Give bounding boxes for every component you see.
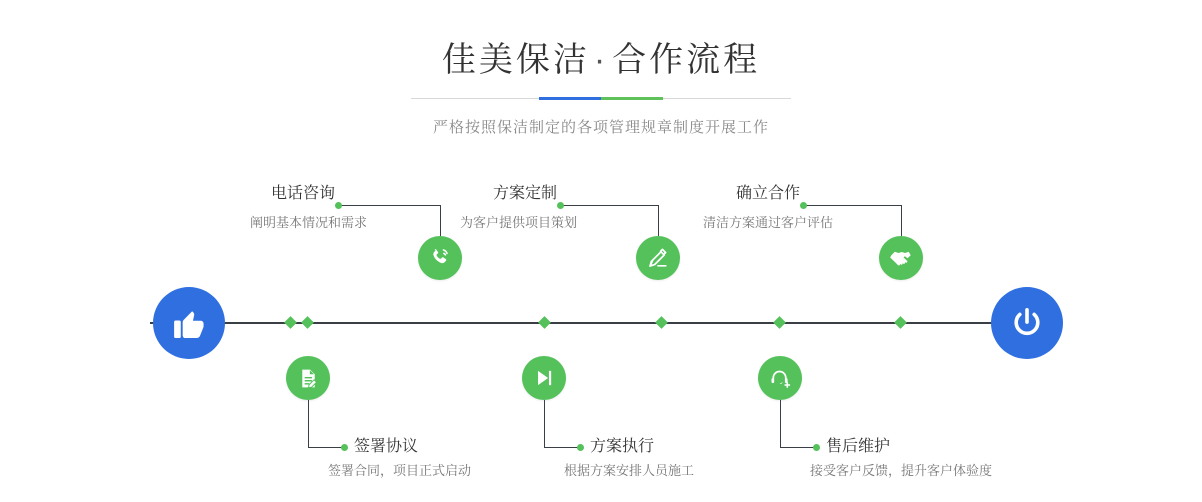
document-edit-icon [297, 367, 320, 390]
connector-5-horizontal [803, 205, 901, 206]
step-desc-wrap-plan-customization [460, 210, 577, 233]
step-node-establish-cooperation[interactable] [879, 236, 923, 280]
title-divider [411, 94, 791, 104]
connector-6-horizontal [780, 447, 816, 448]
support-agent-icon [769, 367, 792, 390]
power-icon [1009, 305, 1045, 341]
step-title-after-sales: 售后维护 [826, 438, 891, 455]
step-title-plan-customization: 方案定制 [492, 185, 557, 202]
connector-5-vertical [901, 205, 902, 236]
connector-3-horizontal [560, 205, 658, 206]
axis-marker-1 [284, 316, 297, 329]
step-label-sign-agreement [328, 436, 472, 481]
axis-marker-6 [894, 316, 907, 329]
handshake-icon [889, 246, 913, 270]
step-title-sign-agreement: 签署协议 [354, 438, 419, 455]
page-subtitle: 严格按照保洁制定的各项管理规章制度开展工作 [432, 119, 769, 136]
connector-1-bullet [335, 202, 342, 209]
page-title-separator: · [593, 41, 609, 79]
connector-1-vertical [440, 205, 441, 236]
play-next-icon [533, 367, 555, 389]
step-node-plan-execution[interactable] [522, 356, 566, 400]
connector-3-bullet [557, 202, 564, 209]
connector-3-vertical [658, 205, 659, 236]
step-desc-phone-consult: 阐明基本情况和需求 [250, 215, 368, 230]
step-label-after-sales [810, 436, 993, 481]
step-node-phone-consult[interactable] [418, 236, 462, 280]
thumbs-up-icon [170, 304, 208, 342]
step-title-plan-execution: 方案执行 [590, 438, 655, 455]
connector-2-vertical [308, 400, 309, 447]
axis-marker-5 [773, 316, 786, 329]
connector-2-bullet [341, 444, 348, 451]
step-label-establish-cooperation [703, 183, 800, 205]
axis-marker-3 [538, 316, 551, 329]
divider-accent-green [601, 97, 663, 100]
connector-5-bullet [800, 202, 807, 209]
phone-ring-icon [428, 246, 452, 270]
step-title-phone-consult: 电话咨询 [270, 185, 335, 202]
page-title-main: 佳美保洁 [441, 41, 590, 79]
connector-4-horizontal [544, 447, 580, 448]
page-title [0, 0, 1202, 82]
process-flow-diagram [0, 150, 1202, 502]
step-desc-sign-agreement: 签署合同，项目正式启动 [328, 463, 472, 478]
step-node-plan-customization[interactable] [636, 236, 680, 280]
connector-2-horizontal [308, 447, 344, 448]
connector-1-horizontal [338, 205, 440, 206]
step-label-plan-execution [564, 436, 695, 481]
connector-4-vertical [544, 400, 545, 447]
connector-6-bullet [813, 444, 820, 451]
flow-start-node[interactable] [153, 287, 225, 359]
step-desc-wrap-phone-consult [250, 210, 367, 233]
step-node-sign-agreement[interactable] [286, 356, 330, 400]
axis-marker-2 [301, 316, 314, 329]
pen-ruler-icon [646, 246, 670, 270]
step-desc-establish-cooperation: 清洁方案通过客户评估 [703, 215, 834, 230]
step-desc-plan-execution: 根据方案安排人员施工 [564, 463, 695, 478]
step-node-after-sales[interactable] [758, 356, 802, 400]
connector-4-bullet [577, 444, 584, 451]
divider-accent-blue [539, 97, 601, 100]
step-label-plan-customization [460, 183, 557, 205]
step-desc-plan-customization: 为客户提供项目策划 [460, 215, 578, 230]
step-label-phone-consult [250, 183, 335, 205]
connector-6-vertical [780, 400, 781, 447]
page-title-sub: 合作流程 [612, 41, 761, 79]
flow-end-node[interactable] [991, 287, 1063, 359]
step-desc-after-sales: 接受客户反馈，提升客户体验度 [810, 463, 993, 478]
page-header [0, 0, 1202, 137]
step-desc-wrap-establish-cooperation [703, 210, 833, 233]
step-title-establish-cooperation: 确立合作 [735, 185, 800, 202]
axis-marker-4 [655, 316, 668, 329]
